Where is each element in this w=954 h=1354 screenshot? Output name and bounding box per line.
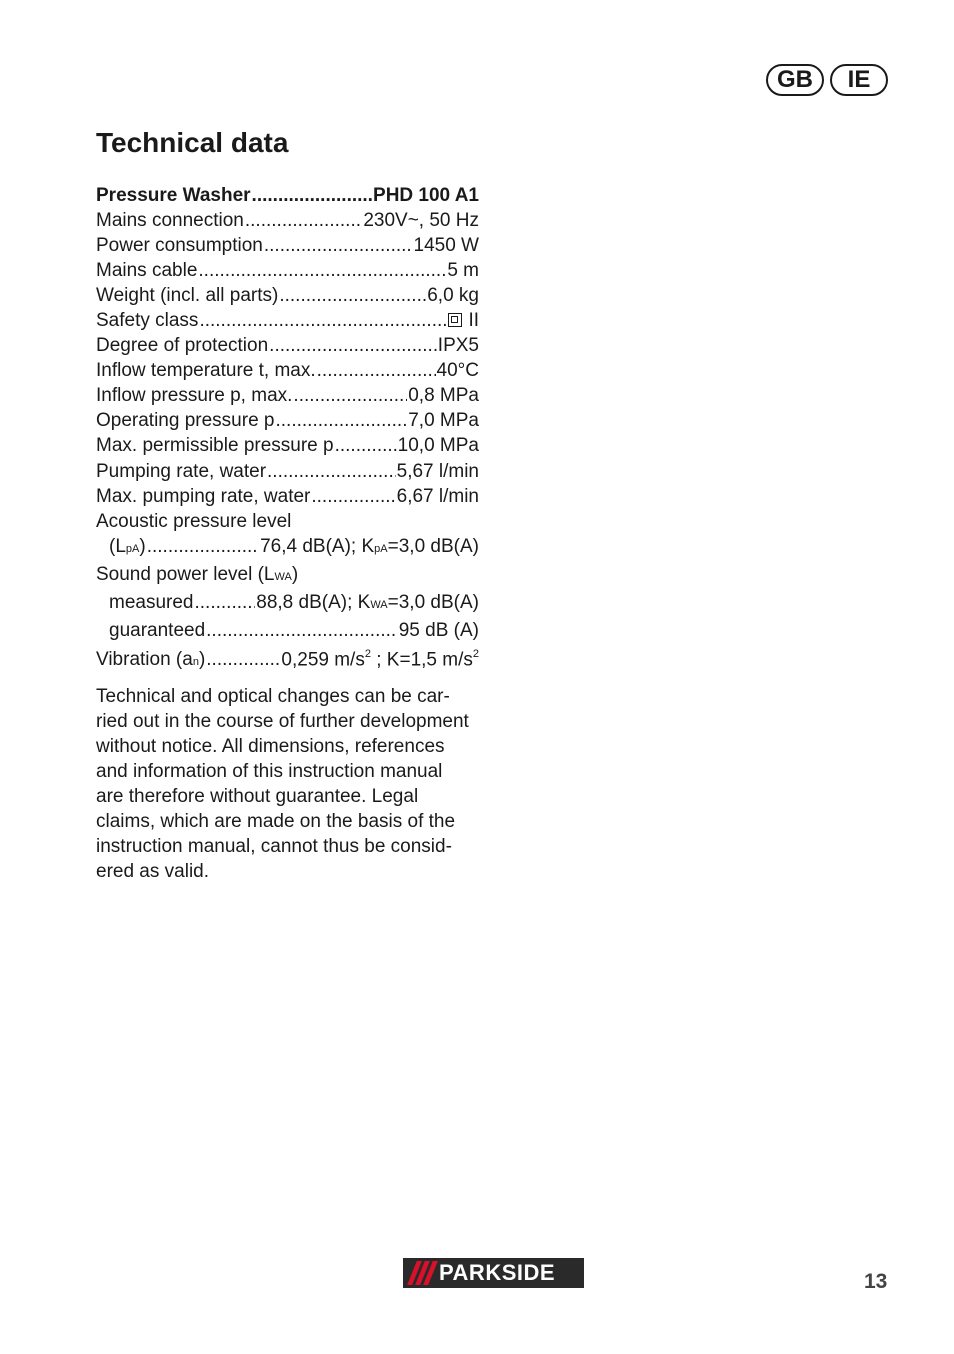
disclaimer-line: without notice. All dimensions, references (96, 736, 445, 758)
spec-row-degree-of-protection: Degree of protection ..... IPX5 (96, 333, 479, 358)
spec-row-vibration: Vibration (an) ..... 0,259 $m/s^2$ ; K=1,5 $m/s^2$ (96, 643, 479, 675)
spec-row-inflow-temperature: Inflow temperature t, max. ..... 40°C (96, 358, 479, 383)
disclaimer-line: ried out in the course of further development (96, 711, 469, 733)
spec-row-sound-power-guaranteed: guaranteed ..... 95 dB (A) (96, 618, 479, 643)
page-number: 13 (864, 1270, 888, 1293)
brand-wordmark: PARKSIDE (439, 1260, 556, 1285)
spec-row-max-permissible-pressure: Max. permissible pressure p ..... 10,0 MPa (96, 433, 479, 458)
spec-label: Pressure Washer (96, 185, 251, 206)
parkside-logo (403, 1258, 584, 1288)
page-title: Technical data (96, 127, 289, 158)
spec-row-sound-power-measured: measured ..... 88,8 dB(A); KWA=3,0 dB(A) (96, 590, 479, 618)
spec-row-acoustic-pressure: (LpA) ..... 76,4 dB(A); KpA=3,0 dB(A) (96, 534, 479, 562)
spec-row-max-pumping-rate: Max. pumping rate, water ..... 6,67 l/min (96, 484, 479, 509)
spec-row-inflow-pressure: Inflow pressure p, max. ..... 0,8 MPa (96, 383, 479, 408)
disclaimer-line: claims, which are made on the basis of the (96, 811, 456, 833)
spec-row-weight: Weight (incl. all parts) ..... 6,0 kg (96, 283, 479, 308)
language-badges (766, 64, 888, 96)
logo-slashes-icon (403, 1258, 439, 1288)
disclaimer-paragraph (96, 684, 488, 884)
disclaimer-line: ered as valid. (96, 861, 210, 883)
disclaimer-line: and information of this instruction manual (96, 761, 443, 783)
disclaimer-line: are therefore without guarantee. Legal (96, 786, 419, 808)
language-badge-gb: GB (766, 64, 824, 96)
spec-row-product (96, 183, 479, 208)
spec-row-pumping-rate: Pumping rate, water ..... 5,67 l/min (96, 459, 479, 484)
spec-value: PHD 100 A1 (373, 185, 479, 206)
disclaimer-line: instruction manual, cannot thus be consid- (96, 836, 452, 858)
spec-row-operating-pressure: Operating pressure p ..... 7,0 MPa (96, 408, 479, 433)
double-insulation-icon (448, 313, 462, 327)
spec-row-safety-class: Safety class ..... II (96, 308, 479, 333)
spec-row-mains-connection: Mains connection ..... 230V~, 50 Hz (96, 208, 479, 233)
disclaimer-line: Technical and optical changes can be car- (96, 686, 450, 707)
spec-heading-sound-power: Sound power level (LWA) (96, 563, 299, 585)
language-badge-ie: IE (830, 64, 888, 96)
spec-row-mains-cable: Mains cable ..... 5 m (96, 258, 479, 283)
spec-heading-acoustic-pressure: Acoustic pressure level (96, 510, 292, 532)
spec-row-power-consumption: Power consumption ..... 1450 W (96, 233, 479, 258)
spec-list (96, 183, 479, 675)
